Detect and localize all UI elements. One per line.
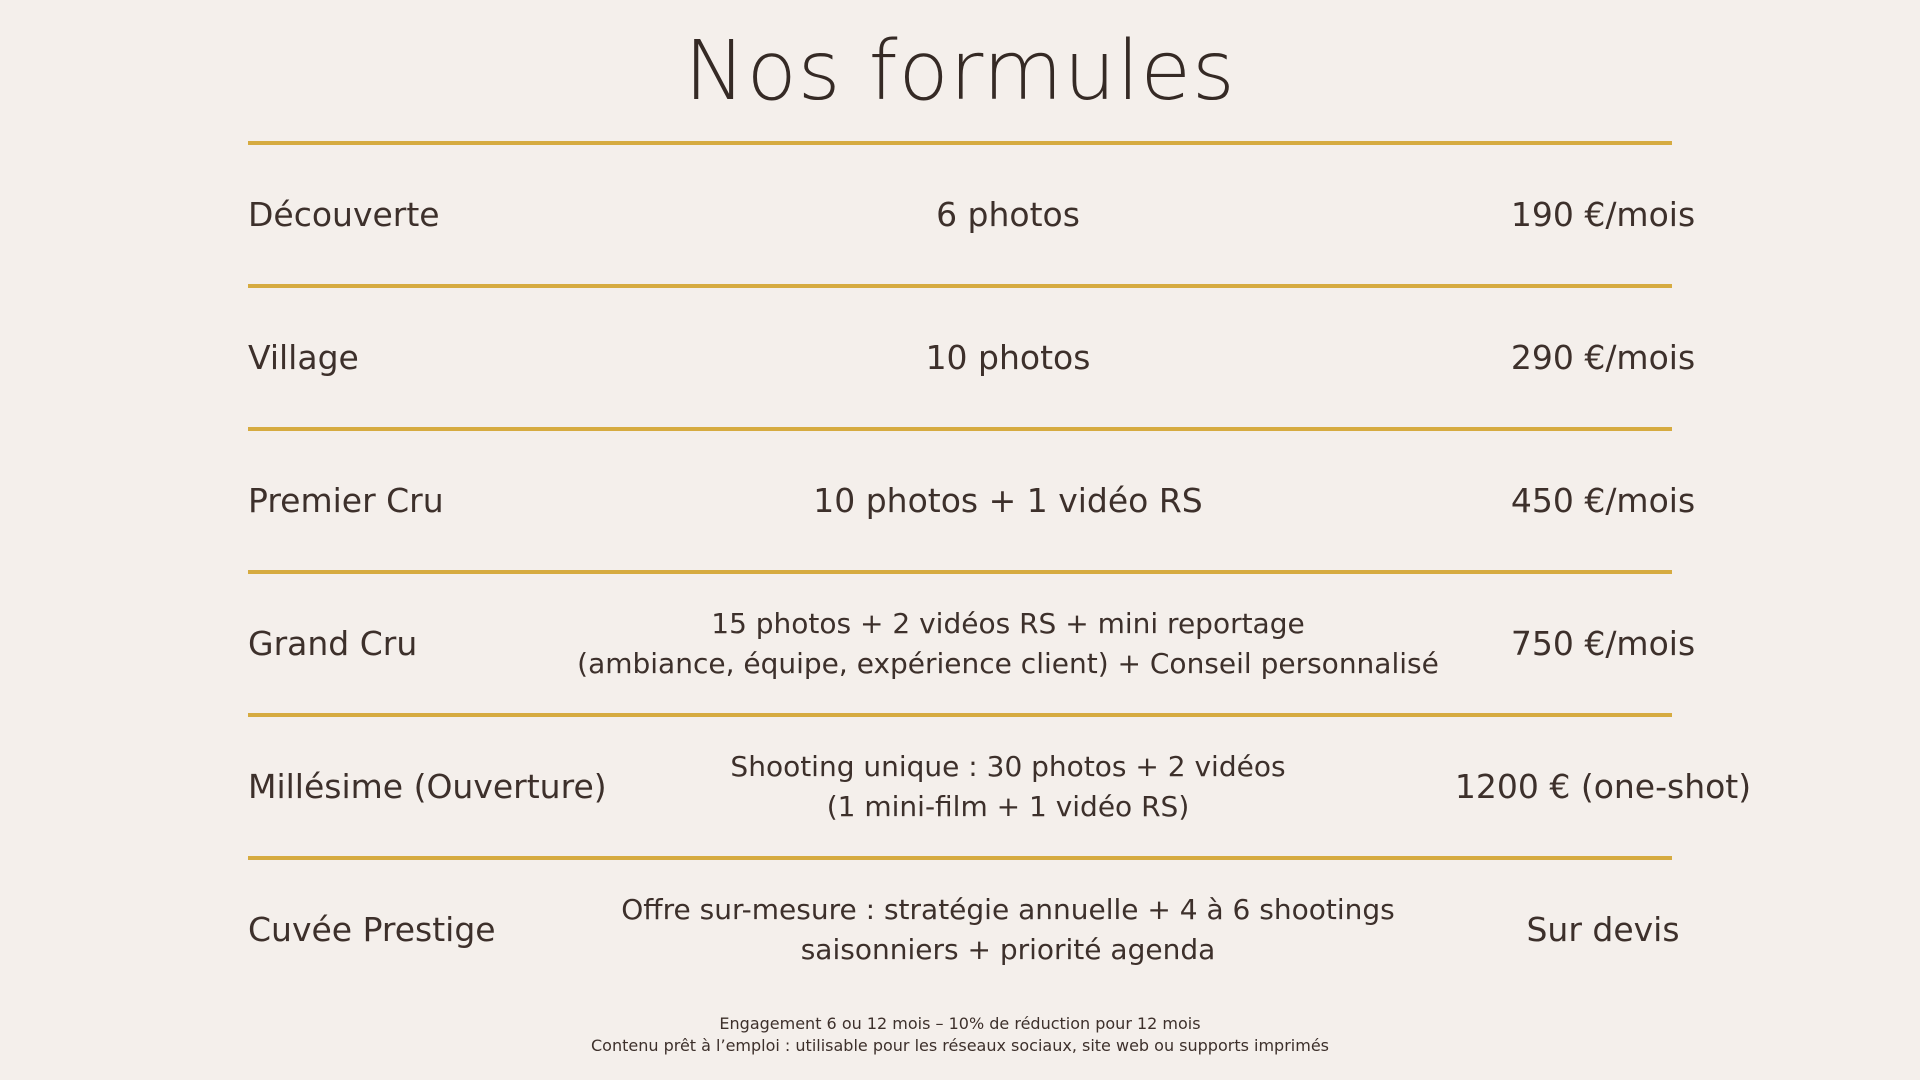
- plan-price: 750 €/mois: [1510, 624, 1696, 663]
- plan-content-line: 15 photos + 2 vidéos RS + mini reportage: [711, 606, 1305, 640]
- plan-content-line: Shooting unique : 30 photos + 2 vidéos: [730, 749, 1286, 783]
- plan-price: 450 €/mois: [1510, 481, 1696, 520]
- pricing-row-grand-cru: [248, 574, 1696, 713]
- plan-content-line: 10 photos: [925, 338, 1091, 377]
- plan-price: 1200 € (one-shot): [1454, 767, 1752, 806]
- plan-name: Premier Cru: [248, 481, 444, 520]
- pricing-table: [248, 141, 1752, 999]
- plan-name: Village: [248, 338, 359, 377]
- plan-content-line: Offre sur-mesure : stratégie annuelle + 4 à 6 shootings: [621, 892, 1395, 926]
- footer-engagement-note: Engagement 6 ou 12 mois – 10% de réduction pour 12 mois: [719, 1014, 1201, 1033]
- plan-content-line: saisonniers + priorité agenda: [800, 932, 1216, 966]
- page-title: Nos formules: [684, 24, 1236, 119]
- pricing-row-premier-cru: [248, 431, 1696, 570]
- plan-price: 290 €/mois: [1510, 338, 1696, 377]
- plan-content-line: (1 mini-film + 1 vidéo RS): [826, 789, 1190, 823]
- plan-name: Millésime (Ouverture): [248, 767, 607, 806]
- plan-name: Grand Cru: [248, 624, 418, 663]
- pricing-row-decouverte: [248, 145, 1696, 284]
- plan-name: Cuvée Prestige: [248, 910, 496, 949]
- plan-content-line: (ambiance, équipe, expérience client) + Conseil personnalisé: [577, 646, 1439, 680]
- plan-content-line: 6 photos: [936, 195, 1080, 234]
- pricing-row-village: [248, 288, 1696, 427]
- plan-price: 190 €/mois: [1510, 195, 1696, 234]
- footer-usage-note: Contenu prêt à l’emploi : utilisable pour les réseaux sociaux, site web ou supports imprimés: [590, 1036, 1329, 1055]
- plan-content-line: 10 photos + 1 vidéo RS: [813, 481, 1203, 520]
- pricing-row-millesime: [248, 717, 1752, 856]
- plan-name: Découverte: [248, 195, 440, 234]
- pricing-row-cuvee-prestige: [248, 860, 1680, 999]
- plan-price: Sur devis: [1526, 910, 1680, 949]
